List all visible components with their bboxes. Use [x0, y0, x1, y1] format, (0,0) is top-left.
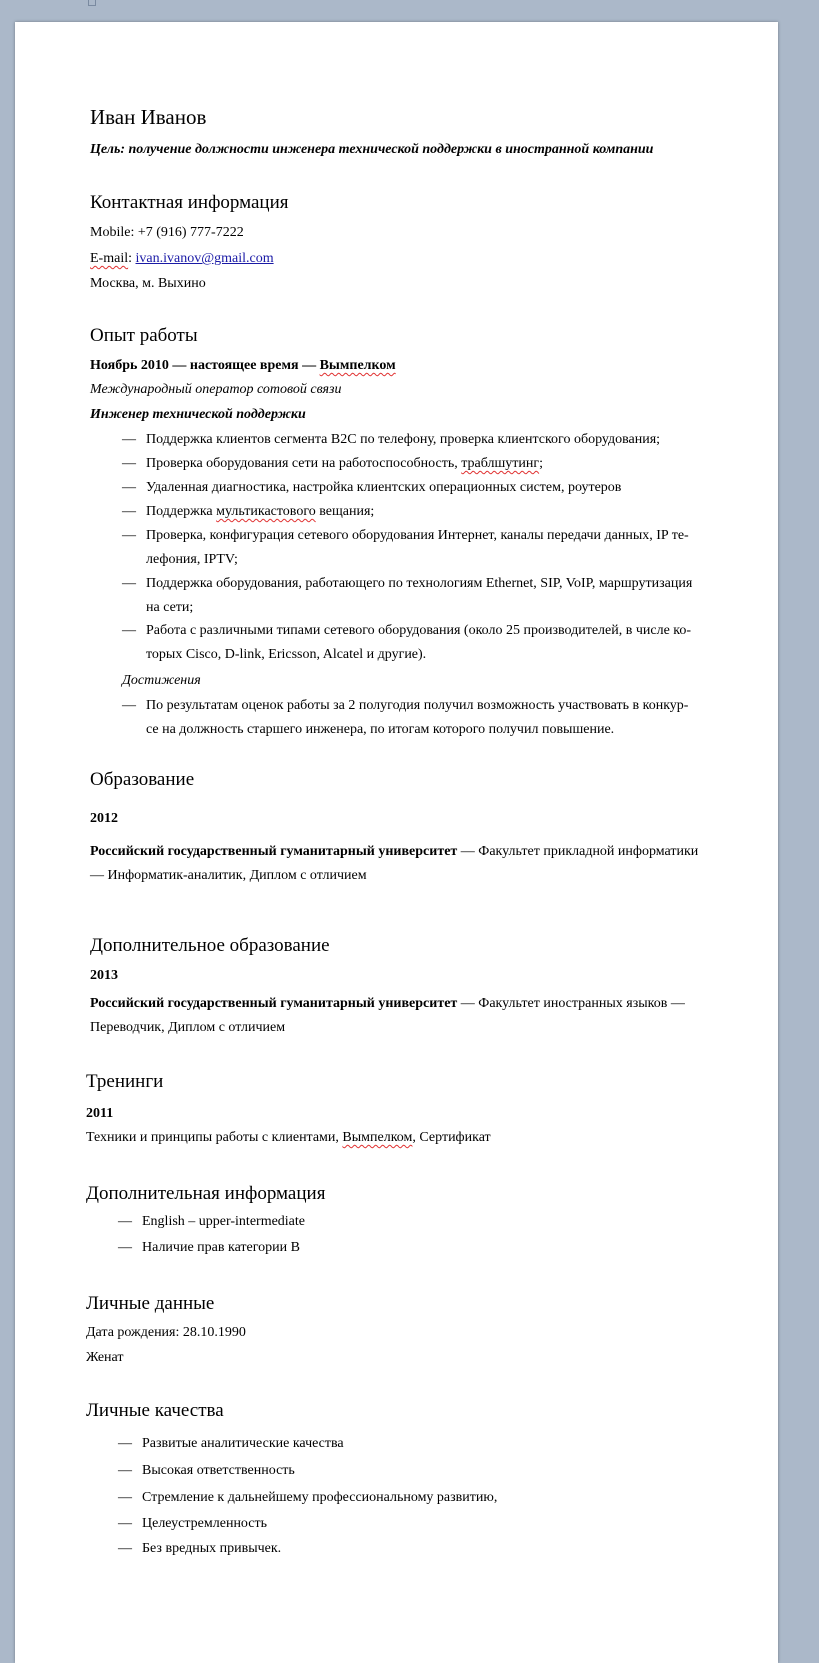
bullet-dash: — — [122, 504, 136, 519]
bullet-dash: — — [118, 1463, 132, 1478]
duty-text: Поддержка клиентов сегмента B2C по телефону, проверка клиентского оборудования; — [146, 432, 661, 447]
email-link[interactable]: ivan.ivanov@gmail.com — [135, 251, 274, 266]
spellcheck-word: траблшутинг — [461, 456, 540, 471]
birth-date: Дата рождения: 28.10.1990 — [86, 1325, 246, 1340]
training-text: Техники и принципы работы с клиентами, — [86, 1130, 343, 1145]
duty-text-continued: на сети; — [146, 600, 194, 615]
resume-name: Иван Иванов — [90, 105, 207, 129]
achievement-text: По результатам оценок работы за 2 полугодия получил возможность участвовать в конкур- — [146, 698, 689, 713]
document-page[interactable] — [15, 22, 778, 1663]
experience-company: Вымпелком — [319, 358, 396, 373]
education-faculty: — Факультет прикладной информатики — [457, 844, 699, 859]
bullet-dash: — — [118, 1490, 132, 1505]
bullet-dash: — — [122, 528, 136, 543]
bullet-dash: — — [118, 1541, 132, 1556]
marital-status: Женат — [86, 1350, 124, 1365]
bullet-dash: — — [122, 576, 136, 591]
duty-text: Поддержка оборудования, работающего по технологиям Ethernet, SIP, VoIP, маршрутизация — [146, 576, 693, 591]
education-year: 2012 — [90, 811, 118, 826]
bullet-dash: — — [122, 698, 136, 713]
duty-text-continued: торых Cisco, D-link, Ericsson, Alcatel и другие). — [146, 647, 427, 662]
education-university: Российский государственный гуманитарный университет — [90, 844, 458, 859]
education-heading: Образование — [90, 769, 195, 790]
training-line — [86, 1130, 491, 1146]
duty-text-part: Поддержка — [146, 504, 217, 519]
personal-data-heading: Личные данные — [86, 1293, 215, 1314]
additional-education-faculty: — Факультет иностранных языков — — [457, 996, 685, 1011]
info-text: English – upper-intermediate — [142, 1214, 306, 1229]
bullet-dash: — — [122, 456, 136, 471]
ruler-marker — [88, 0, 96, 6]
education-line-2: — Информатик-аналитик, Диплом с отличием — [90, 868, 367, 883]
info-text: Наличие прав категории B — [142, 1240, 300, 1255]
personal-qualities-heading: Личные качества — [86, 1400, 224, 1421]
training-company: Вымпелком — [342, 1130, 413, 1145]
bullet-dash: — — [118, 1436, 132, 1451]
trainings-year: 2011 — [86, 1106, 114, 1121]
contact-email-line — [90, 251, 274, 267]
duty-text-part: ; — [539, 456, 543, 471]
contact-location: Москва, м. Выхино — [90, 276, 206, 291]
spellcheck-word: мультикастового — [216, 504, 316, 519]
training-certificate: , Сертификат — [412, 1130, 491, 1145]
additional-education-heading: Дополнительное образование — [90, 935, 330, 956]
achievement-text-continued: се на должность старшего инженера, по итогам которого получил повышение. — [146, 722, 615, 737]
experience-heading: Опыт работы — [90, 325, 198, 346]
experience-dash: — — [298, 358, 320, 373]
career-goal: Цель: получение должности инженера технической поддержки в иностранной компании — [90, 142, 654, 157]
company-description: Международный оператор сотовой связи — [90, 382, 342, 397]
duty-text — [146, 456, 543, 472]
education-line-1 — [90, 844, 698, 860]
bullet-dash: — — [118, 1516, 132, 1531]
email-separator: : — [128, 251, 136, 266]
duty-text: Удаленная диагностика, настройка клиентских операционных систем, роутеров — [146, 480, 622, 495]
additional-education-line-1 — [90, 996, 685, 1012]
duty-text — [146, 504, 374, 520]
experience-period-line — [90, 358, 396, 374]
quality-text: Стремление к дальнейшему профессиональному развитию, — [142, 1490, 498, 1505]
additional-info-heading: Дополнительная информация — [86, 1183, 326, 1204]
bullet-dash: — — [118, 1214, 132, 1229]
quality-text: Без вредных привычек. — [142, 1541, 282, 1556]
achievements-label: Достижения — [122, 673, 201, 688]
bullet-dash: — — [122, 480, 136, 495]
duty-text-part: Проверка оборудования сети на работоспособность, — [146, 456, 462, 471]
quality-text: Развитые аналитические качества — [142, 1436, 344, 1451]
email-label: E-mail — [90, 251, 129, 266]
duty-text-part: вещания; — [315, 504, 375, 519]
contacts-heading: Контактная информация — [90, 192, 289, 213]
bullet-dash: — — [118, 1240, 132, 1255]
duty-text-continued: лефония, IPTV; — [146, 552, 238, 567]
bullet-dash: — — [122, 623, 136, 638]
contact-mobile: Mobile: +7 (916) 777-7222 — [90, 225, 244, 240]
additional-education-year: 2013 — [90, 968, 118, 983]
experience-period: Ноябрь 2010 — настоящее время — [90, 358, 299, 373]
additional-education-university: Российский государственный гуманитарный университет — [90, 996, 458, 1011]
additional-education-line-2: Переводчик, Диплом с отличием — [90, 1020, 286, 1035]
quality-text: Высокая ответственность — [142, 1463, 295, 1478]
quality-text: Целеустремленность — [142, 1516, 268, 1531]
job-position: Инженер технической поддержки — [90, 407, 306, 422]
trainings-heading: Тренинги — [86, 1071, 164, 1092]
duty-text: Проверка, конфигурация сетевого оборудования Интернет, каналы передачи данных, IP те- — [146, 528, 689, 543]
bullet-dash: — — [122, 432, 136, 447]
duty-text: Работа с различными типами сетевого оборудования (около 25 производителей, в числе ко- — [146, 623, 692, 638]
